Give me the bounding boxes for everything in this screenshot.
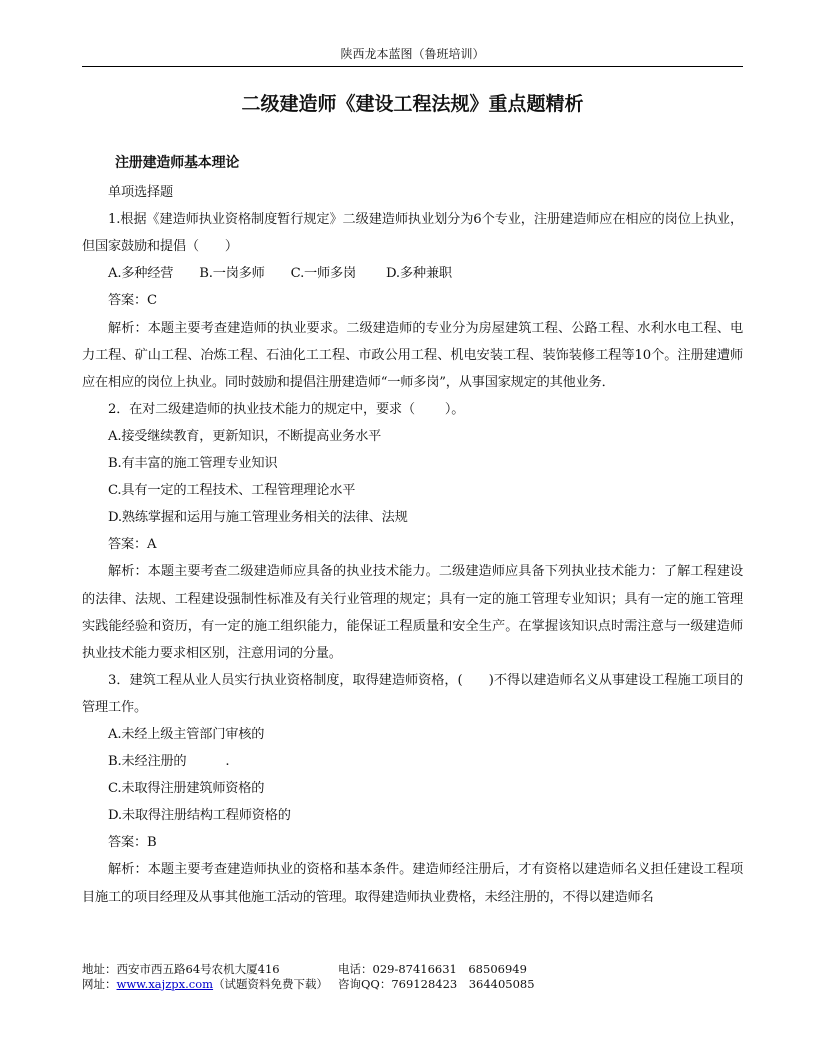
question-3-option-d: D.未取得注册结构工程师资格的 bbox=[108, 808, 291, 824]
document-body bbox=[82, 150, 743, 911]
question-1-options: A.多种经营 B.一岗多师 C.一师多岗 D.多种兼职 bbox=[108, 266, 452, 282]
question-3-answer: 答案：B bbox=[108, 835, 157, 851]
question-3-analysis: 解析：本题主要考查建造师执业的资格和基本条件。建造师经注册后，才有资格以建造师名义担任建设工程项目施工的项目经理及从事其他施工活动的管理。取得建造师执业费格，未经注册的，不得以建造师名 bbox=[82, 862, 743, 905]
question-3-option-a: A.未经上级主管部门审核的 bbox=[108, 726, 265, 742]
footer-phone: 电话：029-87416631 68506949 bbox=[338, 962, 527, 976]
footer-website-note: （试题资料免费下载） bbox=[213, 977, 329, 991]
footer-website-block bbox=[82, 977, 338, 992]
question-3-option-c: C.未取得注册建筑师资格的 bbox=[108, 781, 265, 797]
question-2-option-a: A.接受继续教育，更新知识，不断提高业务水平 bbox=[108, 428, 382, 444]
question-1-analysis: 解析：本题主要考查建造师的执业要求。二级建造师的专业分为房屋建筑工程、公路工程、水利水电工程、电力工程、矿山工程、冶炼工程、石油化工工程、市政公用工程、机电安装工程、装饰装修工程等10个。注册建遭师应在相应的岗位上执业。同时鼓励和提倡注册建造师“一师多岗”，从事国家规定的其他业务． bbox=[82, 320, 743, 390]
question-2-option-c: C.具有一定的工程技术、工程管理理论水平 bbox=[108, 483, 356, 499]
question-2-analysis: 解析：本题主要考查二级建造师应具备的执业技术能力。二级建造师应具备下列执业技术能力：了解工程建设的法律、法规、工程建设强制性标准及有关行业管理的规定；具有一定的施工管理专业知识；具有一定的施工管理实践能经验和资历，有一定的施工组织能力，能保证工程质量和安全生产。在掌握该知识点时需注意与一级建造师执业技术能力要求相区别，注意用词的分量。 bbox=[82, 564, 743, 661]
question-1-answer: 答案：C bbox=[108, 293, 157, 309]
question-type: 单项选择题 bbox=[108, 185, 173, 201]
footer-qq: 咨询QQ：769128423 364405085 bbox=[338, 977, 535, 991]
question-1-stem: 1.根据《建造师执业资格制度暂行规定》二级建造师执业划分为6个专业，注册建造师应在相应的岗位上执业，但国家鼓励和提倡（ ） bbox=[82, 212, 743, 255]
question-3-stem: 3．建筑工程从业人员实行执业资格制度，取得建造师资格，( )不得以建造师名义从事建设工程施工项目的管理工作。 bbox=[82, 672, 743, 715]
question-2-answer: 答案：A bbox=[108, 537, 157, 553]
header-rule bbox=[82, 66, 743, 67]
question-2-option-d: D.熟练掌握和运用与施工管理业务相关的法律、法规 bbox=[108, 510, 408, 526]
document-title: 二级建造师《建设工程法规》重点题精析 bbox=[241, 93, 584, 115]
question-2-stem: 2．在对二级建造师的执业技术能力的规定中，要求（ ）。 bbox=[108, 401, 465, 417]
question-3-option-b: B.未经注册的 . bbox=[108, 754, 230, 770]
footer-website-link[interactable]: www.xajzpx.com bbox=[116, 977, 214, 991]
question-2-option-b: B.有丰富的施工管理专业知识 bbox=[108, 456, 278, 472]
footer-website-label: 网址： bbox=[82, 977, 117, 991]
page-header: 陕西龙本蓝图（鲁班培训） bbox=[340, 47, 485, 61]
section-heading: 注册建造师基本理论 bbox=[115, 155, 240, 171]
footer-address: 地址：西安市西五路64号农机大厦416 bbox=[82, 962, 280, 976]
page-footer bbox=[82, 962, 743, 992]
